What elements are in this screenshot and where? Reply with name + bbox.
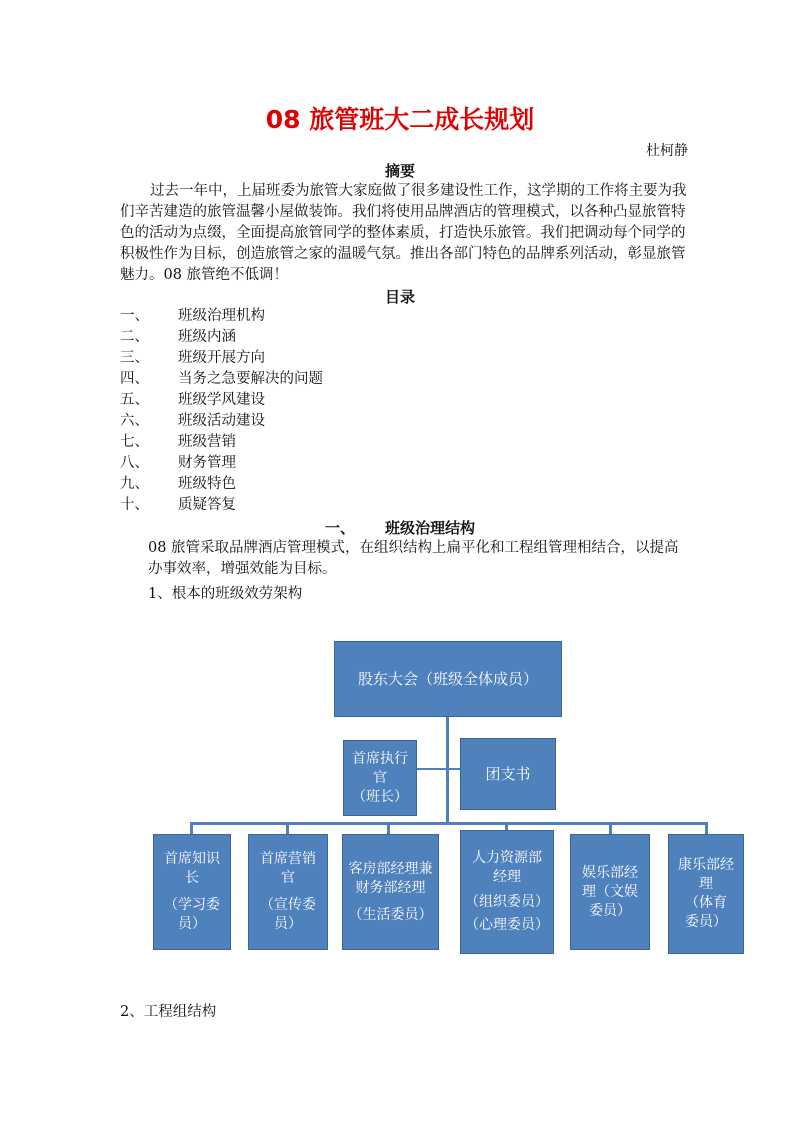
org-box-label: （班长） xyxy=(352,788,408,805)
org-connector xyxy=(446,717,449,823)
org-box-label: 首席营销 xyxy=(260,851,316,867)
org-box-label: 人力资源部 xyxy=(472,850,542,866)
document-title: 08 旅管班大二成长规划 xyxy=(265,105,535,134)
org-box-label: 客房部经理兼 xyxy=(348,860,433,877)
toc-item-number: 六、 xyxy=(120,413,149,429)
org-connector xyxy=(190,822,193,834)
section-number: 一、 xyxy=(324,519,355,537)
toc-item-number: 八、 xyxy=(120,455,149,471)
org-box-label: 理（文娱 xyxy=(582,883,638,900)
toc-item-number: 一、 xyxy=(120,308,149,324)
org-box-label: （宣传委 xyxy=(260,897,316,913)
toc-heading: 目录 xyxy=(384,288,415,306)
org-box-hr-manager xyxy=(460,830,554,954)
org-box-label: 委员） xyxy=(685,914,727,930)
toc-item-label: 财务管理 xyxy=(178,455,236,471)
toc-item-label: 班级学风建设 xyxy=(178,392,265,408)
toc-item xyxy=(120,495,690,516)
toc-item-number: 二、 xyxy=(120,329,149,345)
toc-item-label: 班级活动建设 xyxy=(178,413,265,429)
org-box-label: （组织委员） xyxy=(465,894,549,910)
toc-item xyxy=(120,453,690,474)
toc-item xyxy=(120,327,690,348)
section-title: 班级治理结构 xyxy=(384,519,475,537)
org-box-label: 员） xyxy=(274,916,302,932)
org-connector xyxy=(190,822,708,825)
abstract-heading: 摘要 xyxy=(384,162,415,180)
toc-item xyxy=(120,411,690,432)
author-name: 杜柯静 xyxy=(646,143,688,159)
org-connector xyxy=(609,822,612,834)
toc-item-label: 班级治理机构 xyxy=(178,308,265,324)
toc-item xyxy=(120,306,690,327)
org-box-marketing-officer xyxy=(248,834,328,950)
org-box-label: （生活委员） xyxy=(348,906,433,923)
org-box-label: 股东大会（班级全体成员） xyxy=(357,669,538,688)
org-connector xyxy=(286,822,289,834)
toc-item-number: 四、 xyxy=(120,371,149,387)
table-of-contents xyxy=(120,306,690,516)
org-box-label: 首席知识 xyxy=(164,851,220,867)
org-box-sports-manager xyxy=(668,834,744,954)
toc-item-number: 五、 xyxy=(120,392,149,408)
org-box-label: 长 xyxy=(185,870,199,886)
toc-item-number: 七、 xyxy=(120,434,149,450)
toc-item xyxy=(120,474,690,495)
org-box-league-secretary xyxy=(460,738,556,810)
toc-item xyxy=(120,369,690,390)
org-connector xyxy=(387,822,390,834)
toc-item xyxy=(120,348,690,369)
org-box-label: 康乐部经理 xyxy=(678,857,734,892)
org-box-shareholders xyxy=(334,641,562,717)
org-box-label: 官 xyxy=(281,870,295,886)
org-box-study-officer xyxy=(153,834,231,950)
toc-item xyxy=(120,390,690,411)
org-box-ceo xyxy=(343,740,417,816)
org-box-label: 团支书 xyxy=(485,764,531,783)
toc-item-number: 九、 xyxy=(120,476,149,492)
toc-item-label: 班级内涵 xyxy=(178,329,236,345)
toc-item-number: 十、 xyxy=(120,497,149,513)
section-heading xyxy=(0,517,800,538)
section-paragraph xyxy=(148,538,693,580)
toc-item-label: 班级营销 xyxy=(178,434,236,450)
subsection-heading-1: 1、根本的班级效劳架构 xyxy=(148,586,303,602)
org-box-label: 首席执行官 xyxy=(352,750,408,786)
toc-item-label: 质疑答复 xyxy=(178,497,236,513)
org-box-label: 经理 xyxy=(493,869,521,885)
org-box-label: （学习委 xyxy=(164,897,220,913)
subsection-heading-2: 2、工程组结构 xyxy=(120,1004,217,1020)
toc-item-number: 三、 xyxy=(120,350,149,366)
section-text: 08 旅管采取品牌酒店管理模式，在组织结构上扁平化和工程组管理相结合，以提高办事效率，增强效能为目标。 xyxy=(148,540,679,577)
org-box-housekeeping-finance xyxy=(342,834,439,950)
org-box-label: 员） xyxy=(178,916,206,932)
org-connector xyxy=(705,822,708,834)
org-box-label: （体育 xyxy=(685,895,727,911)
toc-item xyxy=(120,432,690,453)
toc-item-label: 当务之急要解决的问题 xyxy=(178,371,323,387)
org-box-label: （心理委员） xyxy=(465,917,549,933)
org-box-label: 财务部经理 xyxy=(355,879,426,896)
toc-item-label: 班级开展方向 xyxy=(178,350,265,366)
org-box-label: 娱乐部经 xyxy=(582,864,638,881)
abstract-paragraph xyxy=(120,181,690,286)
org-box-label: 委员） xyxy=(589,902,631,919)
toc-item-label: 班级特色 xyxy=(178,476,236,492)
org-connector xyxy=(416,768,460,770)
org-box-entertainment-manager xyxy=(570,834,650,950)
abstract-text: 过去一年中，上届班委为旅管大家庭做了很多建设性工作，这学期的工作将主要为我们辛苦建造的旅管温馨小屋做装饰。我们将使用品牌酒店的管理模式，以各种凸显旅管特色的活动为点缀，全面提高旅管同学的整体素质，打造快乐旅管。我们把调动每个同学的积极性作为目标，创造旅管之家的温暖气氛。推出各部门特色的品牌系列活动，彰显旅管魅力。08 旅管绝不低调！ xyxy=(120,183,687,283)
